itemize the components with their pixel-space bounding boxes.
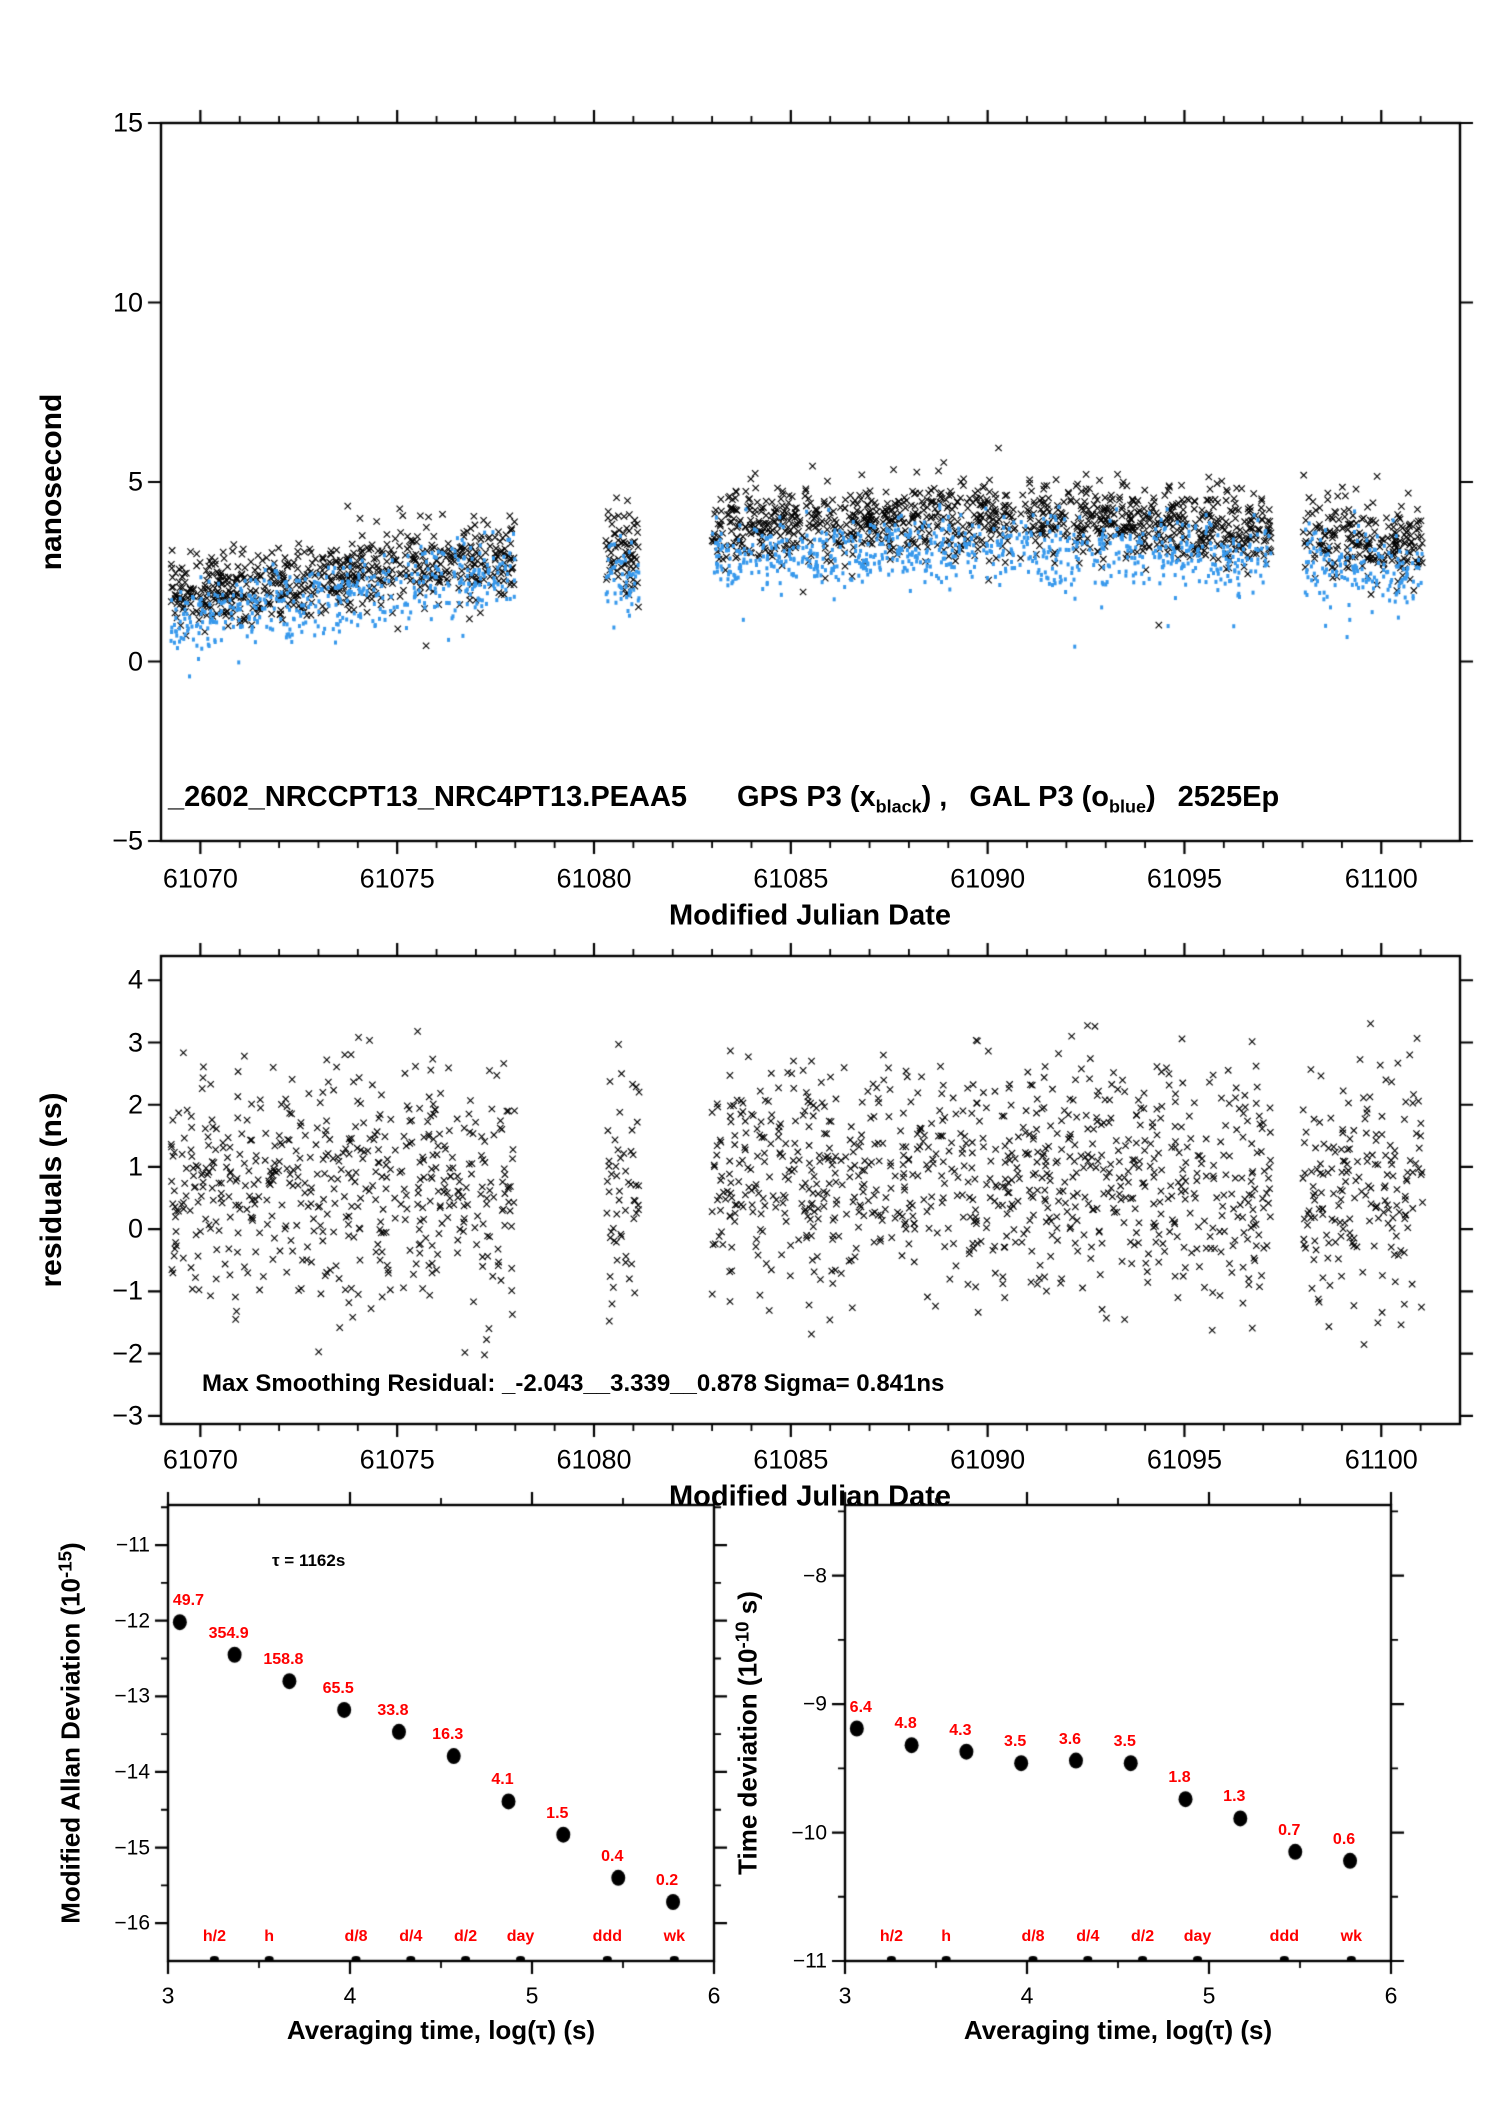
point-value-label: 1.3 — [1223, 1788, 1246, 1806]
y-tick-label: 10 — [112, 287, 143, 317]
title-epoch-count: 2525Ep — [1177, 781, 1280, 813]
tdev-y-title-exponent: -10 — [731, 1621, 753, 1649]
point-value-label: 0.2 — [655, 1872, 679, 1889]
y-tick-label: −10 — [791, 1821, 827, 1845]
x-tick-label: 61100 — [1344, 1444, 1418, 1475]
mdev-y-axis-title — [54, 1542, 86, 1924]
x-tick-label: 61075 — [359, 1444, 435, 1475]
tau-annotation: τ = 1162s — [272, 1551, 346, 1570]
y-tick-label: −11 — [115, 1533, 150, 1557]
top-y-axis-title: nanosecond — [35, 393, 68, 571]
tdev-y-title-close: s) — [732, 1591, 763, 1622]
x-tick-label: 61095 — [1146, 863, 1222, 894]
time-mark-label: d/8 — [344, 1928, 368, 1945]
point-value-label: 0.4 — [601, 1847, 624, 1865]
time-mark-label: d/4 — [399, 1928, 423, 1945]
x-tick-label: 3 — [161, 1982, 175, 2009]
time-mark-label: h — [264, 1928, 275, 1945]
mdev-x-axis-title: Averaging time, log(τ) (s) — [286, 2015, 596, 2045]
x-tick-label: 61070 — [162, 863, 238, 894]
time-mark-label: wk — [663, 1928, 685, 1945]
y-tick-label: 4 — [127, 964, 143, 995]
point-value-label: 16.3 — [432, 1726, 464, 1744]
max-smoothing-residual-text: Max Smoothing Residual: _-2.043__3.339__0.878 Sigma= 0.841ns — [202, 1370, 945, 1397]
x-tick-label: 5 — [525, 1982, 539, 2009]
point-value-label: 3.6 — [1058, 1730, 1082, 1748]
x-tick-label: 61080 — [556, 863, 632, 894]
point-value-label: 4.1 — [491, 1771, 514, 1789]
point-value-label: 158.8 — [263, 1651, 304, 1669]
y-tick-label: −12 — [114, 1609, 150, 1633]
y-tick-label: 3 — [127, 1027, 143, 1057]
title-gal-marker-color: blue — [1109, 796, 1146, 817]
y-tick-label: −1 — [112, 1275, 143, 1306]
tdev-y-axis-title — [731, 1591, 763, 1875]
y-tick-label: −9 — [803, 1692, 827, 1716]
x-tick-label: 4 — [343, 1982, 357, 2009]
title-gps-series: GPS P3 (x — [737, 781, 876, 813]
middle-y-axis-title: residuals (ns) — [35, 1092, 68, 1288]
y-tick-label: −14 — [114, 1760, 150, 1784]
x-tick-label: 3 — [838, 1982, 852, 2009]
mdev-y-title-close: ) — [55, 1542, 86, 1551]
y-tick-label: −3 — [112, 1400, 143, 1431]
time-mark-label: d/2 — [1131, 1928, 1155, 1945]
point-value-label: 4.8 — [894, 1715, 917, 1733]
time-mark-label: ddd — [1269, 1928, 1300, 1945]
top-panel-title — [168, 783, 1279, 815]
y-tick-label: −8 — [803, 1564, 827, 1588]
time-mark-label: h/2 — [202, 1928, 226, 1945]
y-tick-label: −13 — [114, 1684, 150, 1708]
y-tick-label: −11 — [792, 1949, 827, 1973]
point-value-label: 33.8 — [377, 1701, 409, 1719]
top-x-axis-title: Modified Julian Date — [669, 899, 951, 932]
time-mark-label: d/8 — [1021, 1928, 1045, 1945]
point-value-label: 0.7 — [1278, 1821, 1301, 1839]
x-tick-label: 61085 — [753, 1444, 829, 1475]
y-tick-label: 0 — [127, 1213, 143, 1244]
x-tick-label: 5 — [1202, 1982, 1216, 2009]
middle-x-axis-title: Modified Julian Date — [669, 1480, 951, 1513]
time-mark-label: d/2 — [454, 1928, 478, 1945]
x-tick-label: 61080 — [556, 1444, 632, 1475]
time-mark-label: ddd — [592, 1928, 623, 1945]
time-mark-label: day — [506, 1928, 535, 1945]
x-tick-label: 61095 — [1146, 1444, 1222, 1475]
x-tick-label: 6 — [707, 1982, 721, 2009]
x-tick-label: 61090 — [950, 863, 1026, 894]
point-value-label: 4.3 — [949, 1721, 972, 1739]
x-tick-label: 6 — [1384, 1982, 1398, 2009]
point-value-label: 1.8 — [1168, 1769, 1191, 1787]
y-tick-label: −15 — [114, 1836, 150, 1860]
x-tick-label: 61100 — [1344, 863, 1418, 894]
x-tick-label: 4 — [1020, 1982, 1034, 2009]
y-tick-label: 2 — [127, 1089, 143, 1120]
point-value-label: 1.5 — [546, 1804, 569, 1822]
time-mark-label: h — [941, 1928, 952, 1945]
y-tick-label: 15 — [112, 107, 143, 138]
title-gal-close: ) — [1145, 781, 1156, 813]
y-tick-label: 1 — [127, 1151, 143, 1182]
y-tick-label: −16 — [114, 1911, 150, 1935]
point-value-label: 0.6 — [1332, 1830, 1356, 1848]
mdev-y-title-text: Modified Allan Deviation (10 — [55, 1577, 86, 1924]
tdev-y-title-text: Time deviation (10 — [732, 1648, 763, 1875]
title-gal-series: GAL P3 (o — [969, 781, 1110, 813]
point-value-label: 6.4 — [849, 1698, 872, 1716]
x-tick-label: 61070 — [162, 1444, 238, 1475]
point-value-label: 65.5 — [322, 1679, 354, 1697]
x-tick-label: 61090 — [950, 1444, 1026, 1475]
point-value-label: 49.7 — [172, 1592, 204, 1610]
y-tick-label: −5 — [112, 825, 143, 856]
x-tick-label: 61075 — [359, 863, 435, 894]
time-mark-label: day — [1183, 1928, 1212, 1945]
time-mark-label: h/2 — [879, 1928, 903, 1945]
time-mark-label: d/4 — [1076, 1928, 1100, 1945]
title-separator: ) , — [921, 781, 948, 813]
y-tick-label: 5 — [127, 466, 143, 497]
title-dataset: _2602_NRCCPT13_NRC4PT13.PEAA5 — [168, 781, 688, 813]
time-mark-label: wk — [1340, 1928, 1362, 1945]
point-value-label: 3.5 — [1113, 1733, 1136, 1751]
mdev-y-title-exponent: -15 — [54, 1550, 76, 1578]
point-value-label: 3.5 — [1004, 1733, 1027, 1751]
x-tick-label: 61085 — [753, 863, 829, 894]
tdev-x-axis-title: Averaging time, log(τ) (s) — [963, 2015, 1273, 2045]
title-gps-marker-color: black — [875, 796, 922, 817]
y-tick-label: 0 — [127, 646, 143, 676]
y-tick-label: −2 — [112, 1338, 143, 1369]
point-value-label: 354.9 — [208, 1624, 249, 1642]
